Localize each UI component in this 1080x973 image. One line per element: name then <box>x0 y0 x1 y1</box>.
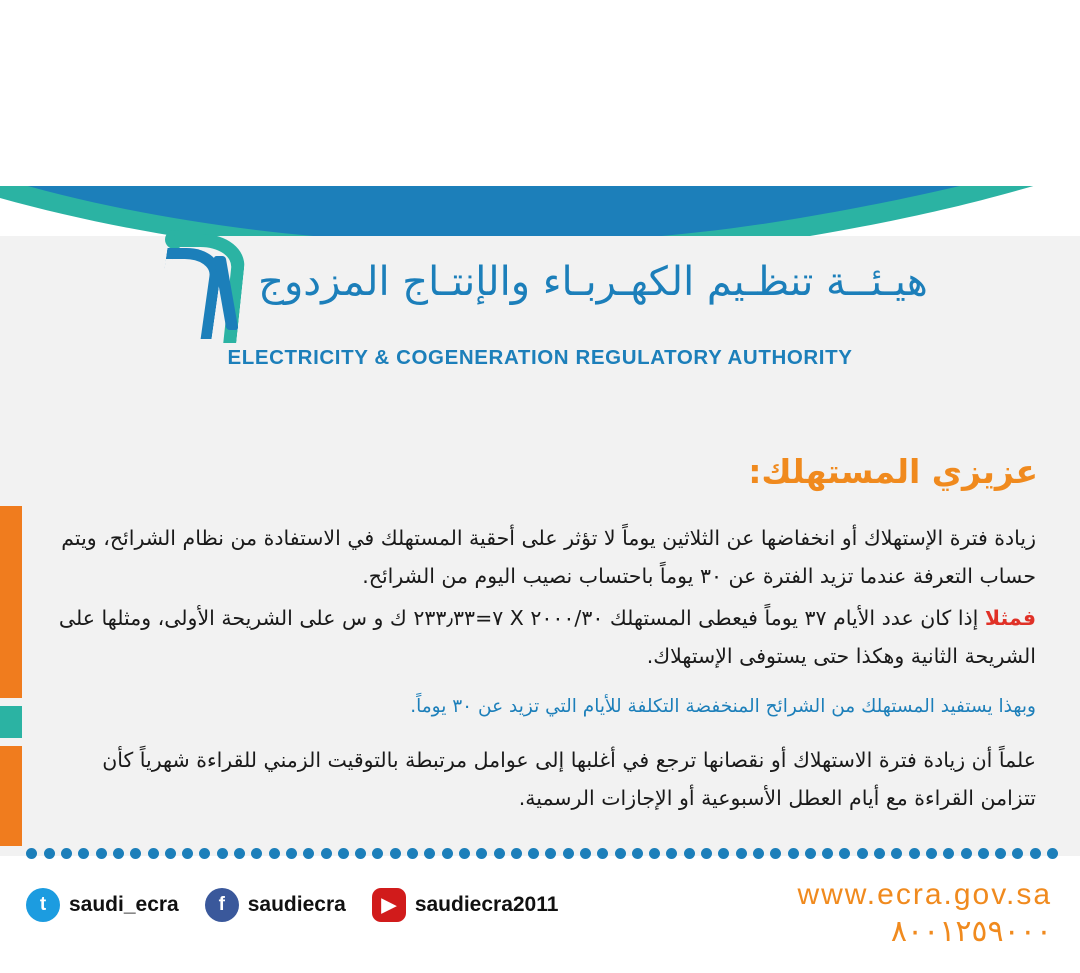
social-item-facebook[interactable] <box>205 888 346 922</box>
twitter-icon[interactable]: t <box>26 888 60 922</box>
youtube-icon[interactable]: ▶ <box>372 888 406 922</box>
social-item-youtube[interactable] <box>372 888 559 922</box>
social-item-twitter[interactable] <box>26 888 179 922</box>
paragraph-one: زيادة فترة الإستهلاك أو انخفاضها عن الثلاثين يوماً لا تؤثر على أحقية المستهلك في الاستفادة من نظام الشرائح، ويتم حساب التعرفة عندما تزيد الفترة عن ٣٠ يوماً باحتساب نصيب اليوم من الشرائح. <box>61 526 1036 588</box>
example-text: إذا كان عدد الأيام ٣٧ يوماً فيعطى المستهلك ٢٠٠٠/٣٠ X ٧=٢٣٣٫٣٣ ك و س على الشريحة الأولى، ومثلها على الشريحة الثانية وهكذا حتى يستوفى الإستهلاك. <box>58 606 1036 668</box>
contact-block <box>797 878 1052 949</box>
ecra-figure-logo-icon <box>152 226 248 338</box>
organization-logo <box>0 226 1080 370</box>
paragraph-three: وبهذا يستفيد المستهلك من الشرائح المنخفضة التكلفة للأيام التي تزيد عن ٣٠ يوماً. <box>410 696 1036 717</box>
phone-number: ٨٠٠١٢٥٩٠٠٠ <box>890 914 1052 949</box>
paragraph-four: علماً أن زيادة فترة الاستهلاك أو نقصانها ترجع في أغلبها إلى عوامل مرتبطة بالتوقيت الزمني للقراءة شهرياً كأن تتزامن القراءة مع أيام العطل الأسبوعية أو الإجازات الرسمية. <box>102 748 1036 810</box>
top-white-strip <box>0 0 1080 186</box>
facebook-icon[interactable]: f <box>205 888 239 922</box>
dotted-divider <box>26 848 1058 862</box>
youtube-handle: saudiecra2011 <box>414 893 559 916</box>
paragraph-two <box>46 600 1036 676</box>
logo-arabic-text: هيـئــة تنظـيم الكهـربـاء والإنتـاج المزدوج <box>258 259 928 305</box>
footer <box>0 868 1080 973</box>
page-title: عزيزي المستهلك: <box>748 452 1038 491</box>
website-url[interactable]: www.ecra.gov.sa <box>797 878 1052 911</box>
social-links <box>26 888 558 922</box>
accent-bar-orange-bottom <box>0 746 22 846</box>
accent-bar-teal <box>0 706 22 738</box>
accent-bar-orange-top <box>0 506 22 698</box>
example-keyword: فمثلا <box>984 606 1036 630</box>
twitter-handle: saudi_ecra <box>69 893 179 916</box>
logo-english-text: ELECTRICITY & COGENERATION REGULATORY AUTHORITY <box>227 346 853 369</box>
facebook-handle: saudiecra <box>247 893 346 916</box>
